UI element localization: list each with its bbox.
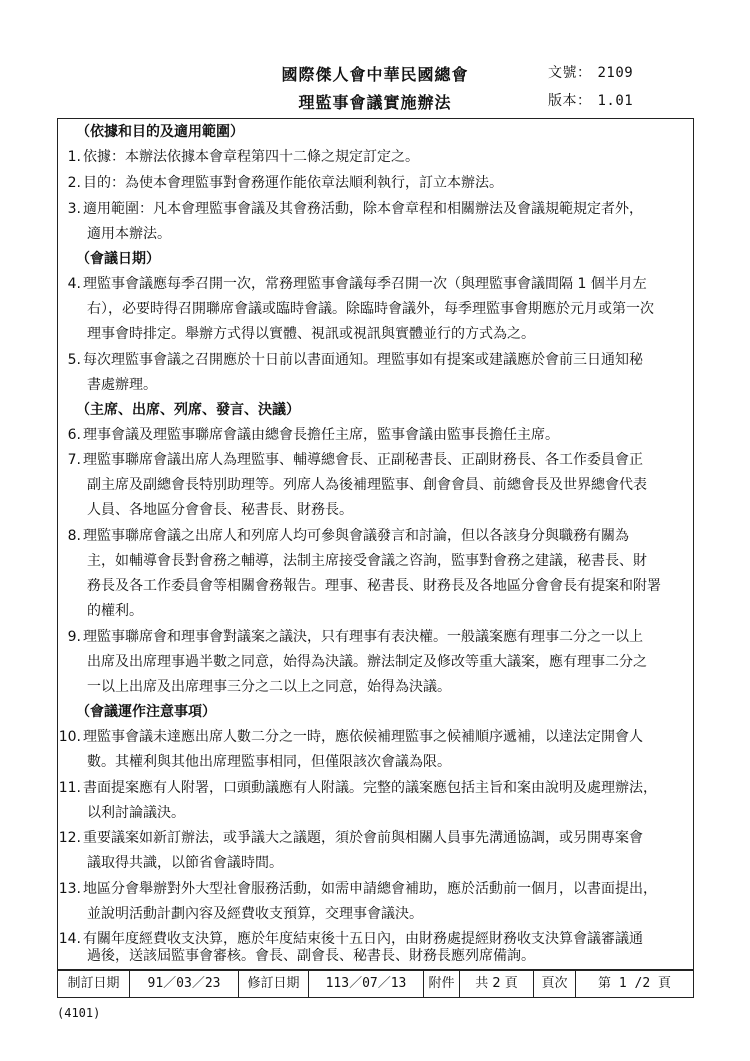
doc-number-label: 文號： (548, 65, 592, 81)
list-item-continuation: 一以上出席及出席理事三分之二以上之同意，始得為決議。 (87, 679, 451, 695)
revised-date-label: 修訂日期 (239, 971, 309, 997)
list-item-continuation: 副主席及副總會長特別助理等。列席人為後補理監事、創會會員、前總會長及世界總會代表 (87, 477, 647, 493)
list-item-continuation: 出席及出席理事過半數之同意，始得為決議。辦法制定及修改等重大議案，應有理事二分之 (87, 654, 647, 670)
section-heading: （會議日期） (76, 251, 160, 267)
doc-number-value: 2109 (597, 65, 634, 81)
established-date-value: 91／03／23 (130, 971, 239, 997)
attachment-value: 共 2 頁 (460, 971, 534, 997)
list-item-continuation: 數。其權利與其他出席理監事相同，但僅限該次會議為限。 (87, 754, 451, 770)
list-item-continuation: 適用本辦法。 (87, 226, 171, 242)
list-item-continuation: 以利討論議決。 (87, 805, 185, 821)
list-item-continuation: 右），必要時得召開聯席會議或臨時會議。除臨時會議外，每季理監事會期應於元月或第一次 (87, 301, 654, 317)
established-date-label: 制訂日期 (58, 971, 130, 997)
page-number: 第 1 /2 頁 (598, 976, 671, 991)
section-heading: （主席、出席、列席、發言、決議） (76, 402, 300, 418)
attachment-label: 附件 (424, 971, 460, 997)
page-label: 頁次 (534, 971, 576, 997)
list-item-continuation: 主，如輔導會長對會務之輔導，法制主席接受會議之咨詢，監事對會務之建議，秘書長、財 (87, 553, 647, 569)
list-item-continuation: 書處辦理。 (87, 377, 157, 393)
section-heading: （依據和目的及適用範圍） (76, 124, 244, 140)
list-item-continuation: 的權利。 (87, 603, 143, 619)
version-label: 版本： (548, 93, 592, 109)
content-box: （依據和目的及適用範圍） 1. 依據：本辦法依據本會章程第四十二條之規定訂定之。 2. 目的：為使本會理監事對會務運作能依章法順利執行，訂立本辦法。 3. 適用範圍：凡本會理監事會議及其會務活動，除本會章程和相關辦法及會議規範規定者外， 適用本辦法。 （會議日期） 4. 理監事會議應每季召開一次，常務理監事會議每季召開一次（與理監事會議間隔 1 個半月左 右），必要時得召開聯席會議或臨時會議。除臨時會議外，每季理監事會期應於元月或第一次 理事會時排定。舉辦方式得以實體、視訊或視訊與實體並行的方式為之。 5. 每次理監事會議之召開應於十日前以書面通知。理監事如有提案或建議應於會前三日通知秘 書處辦理。 （主席、出席、列席、發言、決議） 6. 理事會議及理監事聯席會議由總會長擔任主席，監事會議由監事長擔任主席。 7. 理監事聯席會議出席人為理監事、輔導總會長、正副秘書長、正副財務長、各工作委員會正 副主席及副總會長特別助理等。列席人為後補理監事、創會會員、前總會長及世界總會代表 人員、各地區分會會長、秘書長、財務長。 8. 理監事聯席會議之出席人和列席人均可參與會議發言和討論，但以各該身分與職務有關為 主，如輔導會長對會務之輔導，法制主席接受會議之咨詢，監事對會務之建議，秘書長、財 務長及各工作委員會等相關會務報告。理事、秘書長、財務長及各地區分會會長有提案和附署 的權利。 9. 理監事聯席會和理事會對議案之議決，只有理事有表決權。一般議案應有理事二分之一以上 出席及出席理事過半數之同意，始得為決議。辦法制定及修改等重大議案，應有理事二分之 一以上出席及出席理事三分之二以上之同意，始得為決議。 （會議運作注意事項） 10. 理監事會議未達應出席人數二分之一時，應依候補理監事之候補順序遞補，以達法定開會人 數。其權利與其他出席理監事相同，但僅限該次會議為限。 11. 書面提案應有人附署，口頭動議應有人附議。完整的議案應包括主旨和案由說明及處理辦法， 以利討論議決。 12. 重要議案如新訂辦法，或爭議大之議題，須於會前與相關人員事先溝通協調，或另開專案會 議取得共識，以節省會議時間。 13. 地區分會舉辦對外大型社會服務活動，如需申請總會補助，應於活動前一個月，以書面提出， 並說明活動計劃內容及經費收支預算，交理事會議決。 14. 有關年度經費收支決算，應於年度結束後十五日內，由財務處提經財務收支決算會議審議通 過後，送該屆監事會審核。會長、副會長、秘書長、財務長應列席備詢。 (57, 118, 694, 970)
list-item-continuation: 並說明活動計劃內容及經費收支預算，交理事會議決。 (87, 906, 423, 922)
revised-date-value: 113／07／13 (309, 971, 424, 997)
list-item-continuation: 人員、各地區分會會長、秘書長、財務長。 (87, 502, 353, 518)
section-heading: （會議運作注意事項） (76, 704, 216, 720)
doc-version (548, 90, 633, 110)
doc-number (548, 62, 633, 82)
list-item-continuation: 務長及各工作委員會等相關會務報告。理事、秘書長、財務長及各地區分會會長有提案和附署 (87, 578, 661, 594)
form-code: (4101) (57, 1006, 101, 1020)
document-subtitle: 理監事會議實施辦法 (298, 93, 452, 112)
document-footer (57, 970, 694, 998)
document-title: 國際傑人會中華民國總會 (281, 65, 469, 84)
list-item-continuation: 理事會時排定。舉辦方式得以實體、視訊或視訊與實體並行的方式為之。 (87, 326, 535, 342)
list-item-continuation: 議取得共識，以節省會議時間。 (87, 855, 283, 871)
version-value: 1.01 (597, 93, 634, 109)
list-item-continuation: 過後，送該屆監事會審核。會長、副會長、秘書長、財務長應列席備詢。 (87, 948, 535, 964)
